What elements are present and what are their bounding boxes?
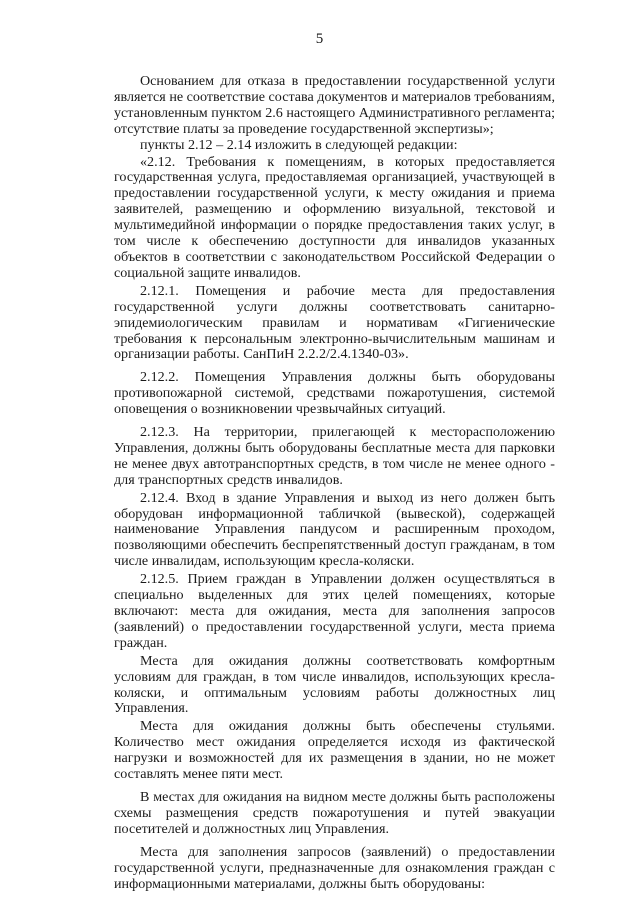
paragraph-waiting-chairs: Места для ожидания должны быть обеспечены стульями. Количество мест ожидания определяется исходя из фактической нагрузки и возможностей для их размещения в здании, но не может составлять менее пяти мест.	[114, 718, 555, 783]
paragraph-evacuation-schemes: В местах для ожидания на видном месте должны быть расположены схемы размещения средств пожаротушения и путей эвакуации посетителей и должностных лиц Управления.	[114, 788, 555, 837]
page-number: 5	[315, 31, 324, 47]
paragraph-waiting-comfort: Места для ожидания должны соответствовать комфортным условиям для граждан, в том числе инвалидов, использующих кресла-коляски, и оптимальным условиям работы должностных лиц Управления.	[114, 652, 555, 717]
document-body	[114, 74, 555, 893]
paragraph-amendment-intro: пункты 2.12 – 2.14 изложить в следующей редакции:	[140, 137, 458, 154]
paragraph-refusal-grounds: Основанием для отказа в предоставлении государственной услуги является не соответствие состава документов и материалов требованиям, установленным пунктом 2.6 настоящего Административного регламента; отсутствие платы за проведение государственной экспертизы»;	[114, 73, 555, 137]
paragraph-2-12-1: 2.12.1. Помещения и рабочие места для предоставления государственной услуги должны соответствовать санитарно-эпидемиологическим правилам и нормативам «Гигиенические требования к персональным электронно-вычислительным машинам и организации работы. СанПиН 2.2.2/2.4.1340-03».	[114, 282, 555, 363]
paragraph-2-12-5: 2.12.5. Прием граждан в Управлении должен осуществляться в специально выделенных для этих целей помещениях, которые включают: места для ожидания, места для заполнения запросов (заявлений) о предоставлении государственной услуги, места приема граждан.	[114, 571, 555, 651]
paragraph-request-areas: Места для заполнения запросов (заявлений) о предоставлении государственной услуги, предназначенные для ознакомления граждан с информационными материалами, должны быть оборудованы:	[114, 843, 555, 892]
paragraph-2-12-4: 2.12.4. Вход в здание Управления и выход из него должен быть оборудован информационной табличкой (вывеской), содержащей наименование Управления пандусом и расширенным проходом, позволяющими обеспечить беспрепятственный доступ гражданам, в том числе инвалидам, использующим кресла-коляски.	[114, 489, 555, 570]
paragraph-2-12: «2.12. Требования к помещениям, в которых предоставляется государственная услуга, предоставляемая организацией, участвующей в предоставлении государственной услуги, к месту ожидания и приема заявителей, размещению и оформлению визуальной, текстовой и мультимедийной информации о порядке предоставления таких услуг, в том числе к обеспечению доступности для инвалидов указанных объектов в соответствии с законодательством Российской Федерации о социальной защите инвалидов.	[114, 153, 555, 281]
paragraph-2-12-2: 2.12.2. Помещения Управления должны быть оборудованы противопожарной системой, средствами пожаротушения, системой оповещения о возникновении чрезвычайных ситуаций.	[114, 369, 555, 418]
paragraph-2-12-3: 2.12.3. На территории, прилегающей к месторасположению Управления, должны быть оборудованы бесплатные места для парковки не менее двух автотранспортных средств, в том числе не менее одного - для транспортных средств инвалидов.	[114, 424, 555, 488]
